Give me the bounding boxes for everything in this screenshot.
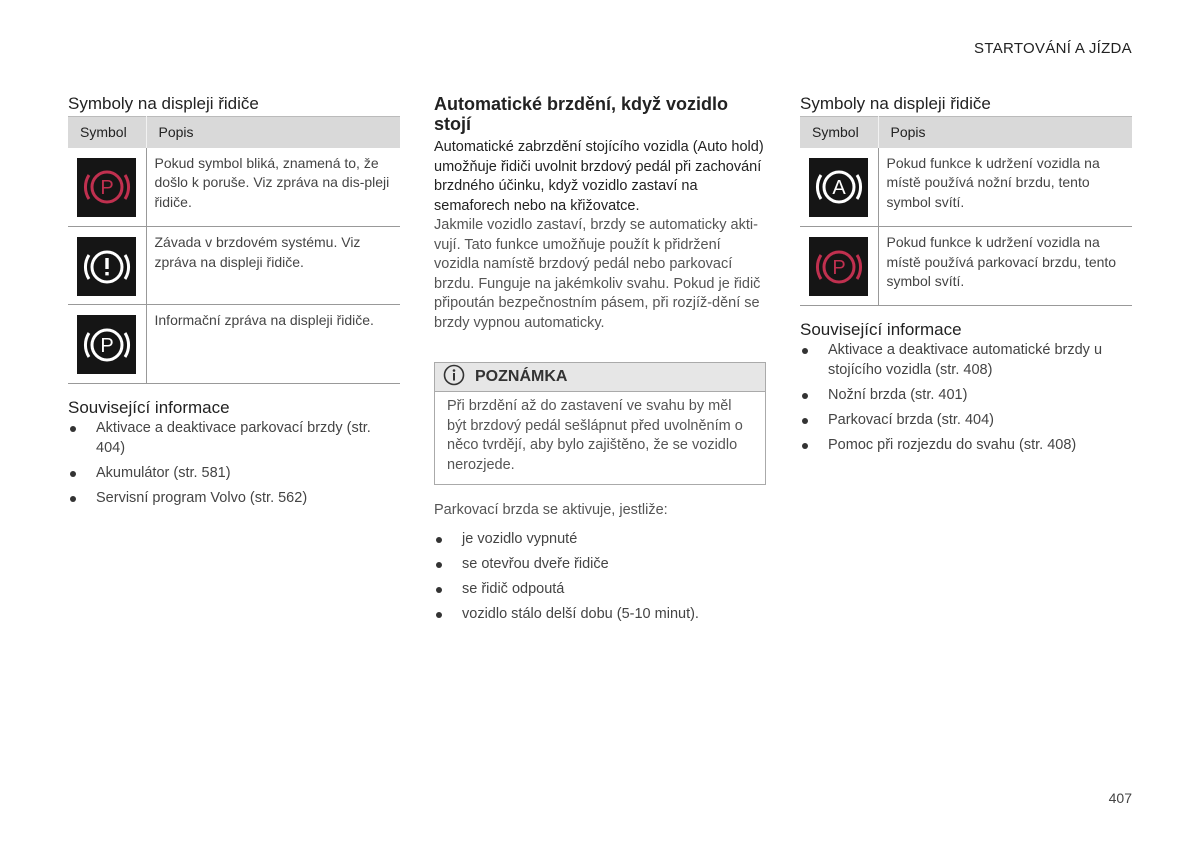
page-header-title: STARTOVÁNÍ A JÍZDA bbox=[974, 40, 1132, 57]
note-text: Při brzdění až do zastavení ve svahu by měl být brzdový pedál sešlápnut před uvolněním o něco tvrdějí, aby bylo zajištěno, že se vozidlo nerozjede. bbox=[447, 398, 743, 473]
svg-text:P: P bbox=[99, 177, 114, 199]
svg-text:P: P bbox=[831, 256, 846, 279]
list-item: je vozidlo vypnuté bbox=[434, 530, 766, 550]
related-link[interactable]: Akumulátor (str. 581) bbox=[68, 464, 400, 484]
row-description: Pokud symbol bliká, znamená to, že došlo k poruše. Viz zpráva na dis-pleji řidiče. bbox=[146, 148, 400, 227]
related-list bbox=[68, 419, 400, 508]
related-link[interactable]: Aktivace a deaktivace automatické brzdy u stojícího vozidla (str. 408) bbox=[800, 341, 1132, 380]
body-paragraph: Jakmile vozidlo zastaví, brzdy se automaticky akti-vují. Tato funkce umožňuje použít k přidržení vozidla namístě brzdový pedál nebo parkovací brzdu. Funguje na jakémkoliv svahu. Pokud je řidič připoután bezpečnostním pásem, při rozjíž-dění se brzdy vypnou automaticky. bbox=[434, 217, 761, 331]
related-link[interactable]: Servisní program Volvo (str. 562) bbox=[68, 489, 400, 509]
row-description: Informační zpráva na displeji řidiče. bbox=[146, 305, 400, 384]
column-header-symbol: Symbol bbox=[800, 117, 878, 148]
related-link[interactable]: Pomoc při rozjezdu do svahu (str. 408) bbox=[800, 436, 1132, 456]
note-box bbox=[434, 362, 766, 485]
column-header-symbol: Symbol bbox=[68, 117, 146, 148]
row-description: Pokud funkce k udržení vozidla na místě používá parkovací brzdu, tento symbol svítí. bbox=[878, 227, 1132, 306]
row-description: Pokud funkce k udržení vozidla na místě používá nožní brzdu, tento symbol svítí. bbox=[878, 148, 1132, 227]
note-header bbox=[435, 363, 765, 392]
related-heading: Související informace bbox=[68, 398, 230, 417]
table-row bbox=[68, 305, 400, 384]
brake-system-warning-icon bbox=[77, 237, 136, 296]
table-row bbox=[68, 227, 400, 305]
related-info bbox=[800, 320, 1132, 455]
table-row bbox=[800, 227, 1132, 306]
table-header-row bbox=[68, 117, 400, 148]
section-heading: Symboly na displeji řidiče bbox=[800, 94, 991, 113]
list-item: vozidlo stálo delší dobu (5-10 minut). bbox=[434, 605, 766, 625]
list-item: se řidič odpoutá bbox=[434, 580, 766, 600]
section-heading: Symboly na displeji řidiče bbox=[68, 94, 259, 113]
column-header-description: Popis bbox=[878, 117, 1132, 148]
auto-hold-icon bbox=[809, 158, 868, 217]
related-link[interactable]: Aktivace a deaktivace parkovací brzdy (str. 404) bbox=[68, 419, 400, 458]
related-info bbox=[68, 398, 400, 508]
related-list bbox=[800, 341, 1132, 455]
parking-brake-red-icon bbox=[77, 158, 136, 217]
parking-brake-white-icon bbox=[77, 315, 136, 374]
intro-paragraph: Automatické zabrzdění stojícího vozidla (Auto hold) umožňuje řidiči uvolnit brzdový pedál při zachování brzdného účinku, když vozidlo zastaví na semaforech nebo na křižovatce. bbox=[434, 139, 764, 214]
table-row bbox=[800, 148, 1132, 227]
list-item: se otevřou dveře řidiče bbox=[434, 555, 766, 575]
info-icon bbox=[443, 364, 465, 391]
symbols-table bbox=[800, 116, 1132, 306]
svg-text:P: P bbox=[99, 334, 114, 357]
related-heading: Související informace bbox=[800, 320, 962, 339]
related-link[interactable]: Nožní brzda (str. 401) bbox=[800, 386, 1132, 406]
symbols-table bbox=[68, 116, 400, 384]
row-description: Závada v brzdovém systému. Viz zpráva na displeji řidiče. bbox=[146, 227, 400, 305]
table-header-row bbox=[800, 117, 1132, 148]
left-column bbox=[68, 94, 400, 514]
page-number: 407 bbox=[1108, 790, 1132, 806]
right-column bbox=[800, 94, 1132, 461]
parking-brake-red-icon bbox=[809, 237, 868, 296]
column-header-description: Popis bbox=[146, 117, 400, 148]
section-heading: Automatické brzdění, když vozidlo stojí bbox=[434, 94, 729, 134]
table-row bbox=[68, 148, 400, 227]
note-title: POZNÁMKA bbox=[475, 368, 568, 385]
brake-conditions-list bbox=[434, 530, 766, 625]
middle-column bbox=[434, 94, 766, 630]
related-link[interactable]: Parkovací brzda (str. 404) bbox=[800, 411, 1132, 431]
svg-text:A: A bbox=[831, 177, 846, 199]
brake-intro: Parkovací brzda se aktivuje, jestliže: bbox=[434, 502, 668, 518]
